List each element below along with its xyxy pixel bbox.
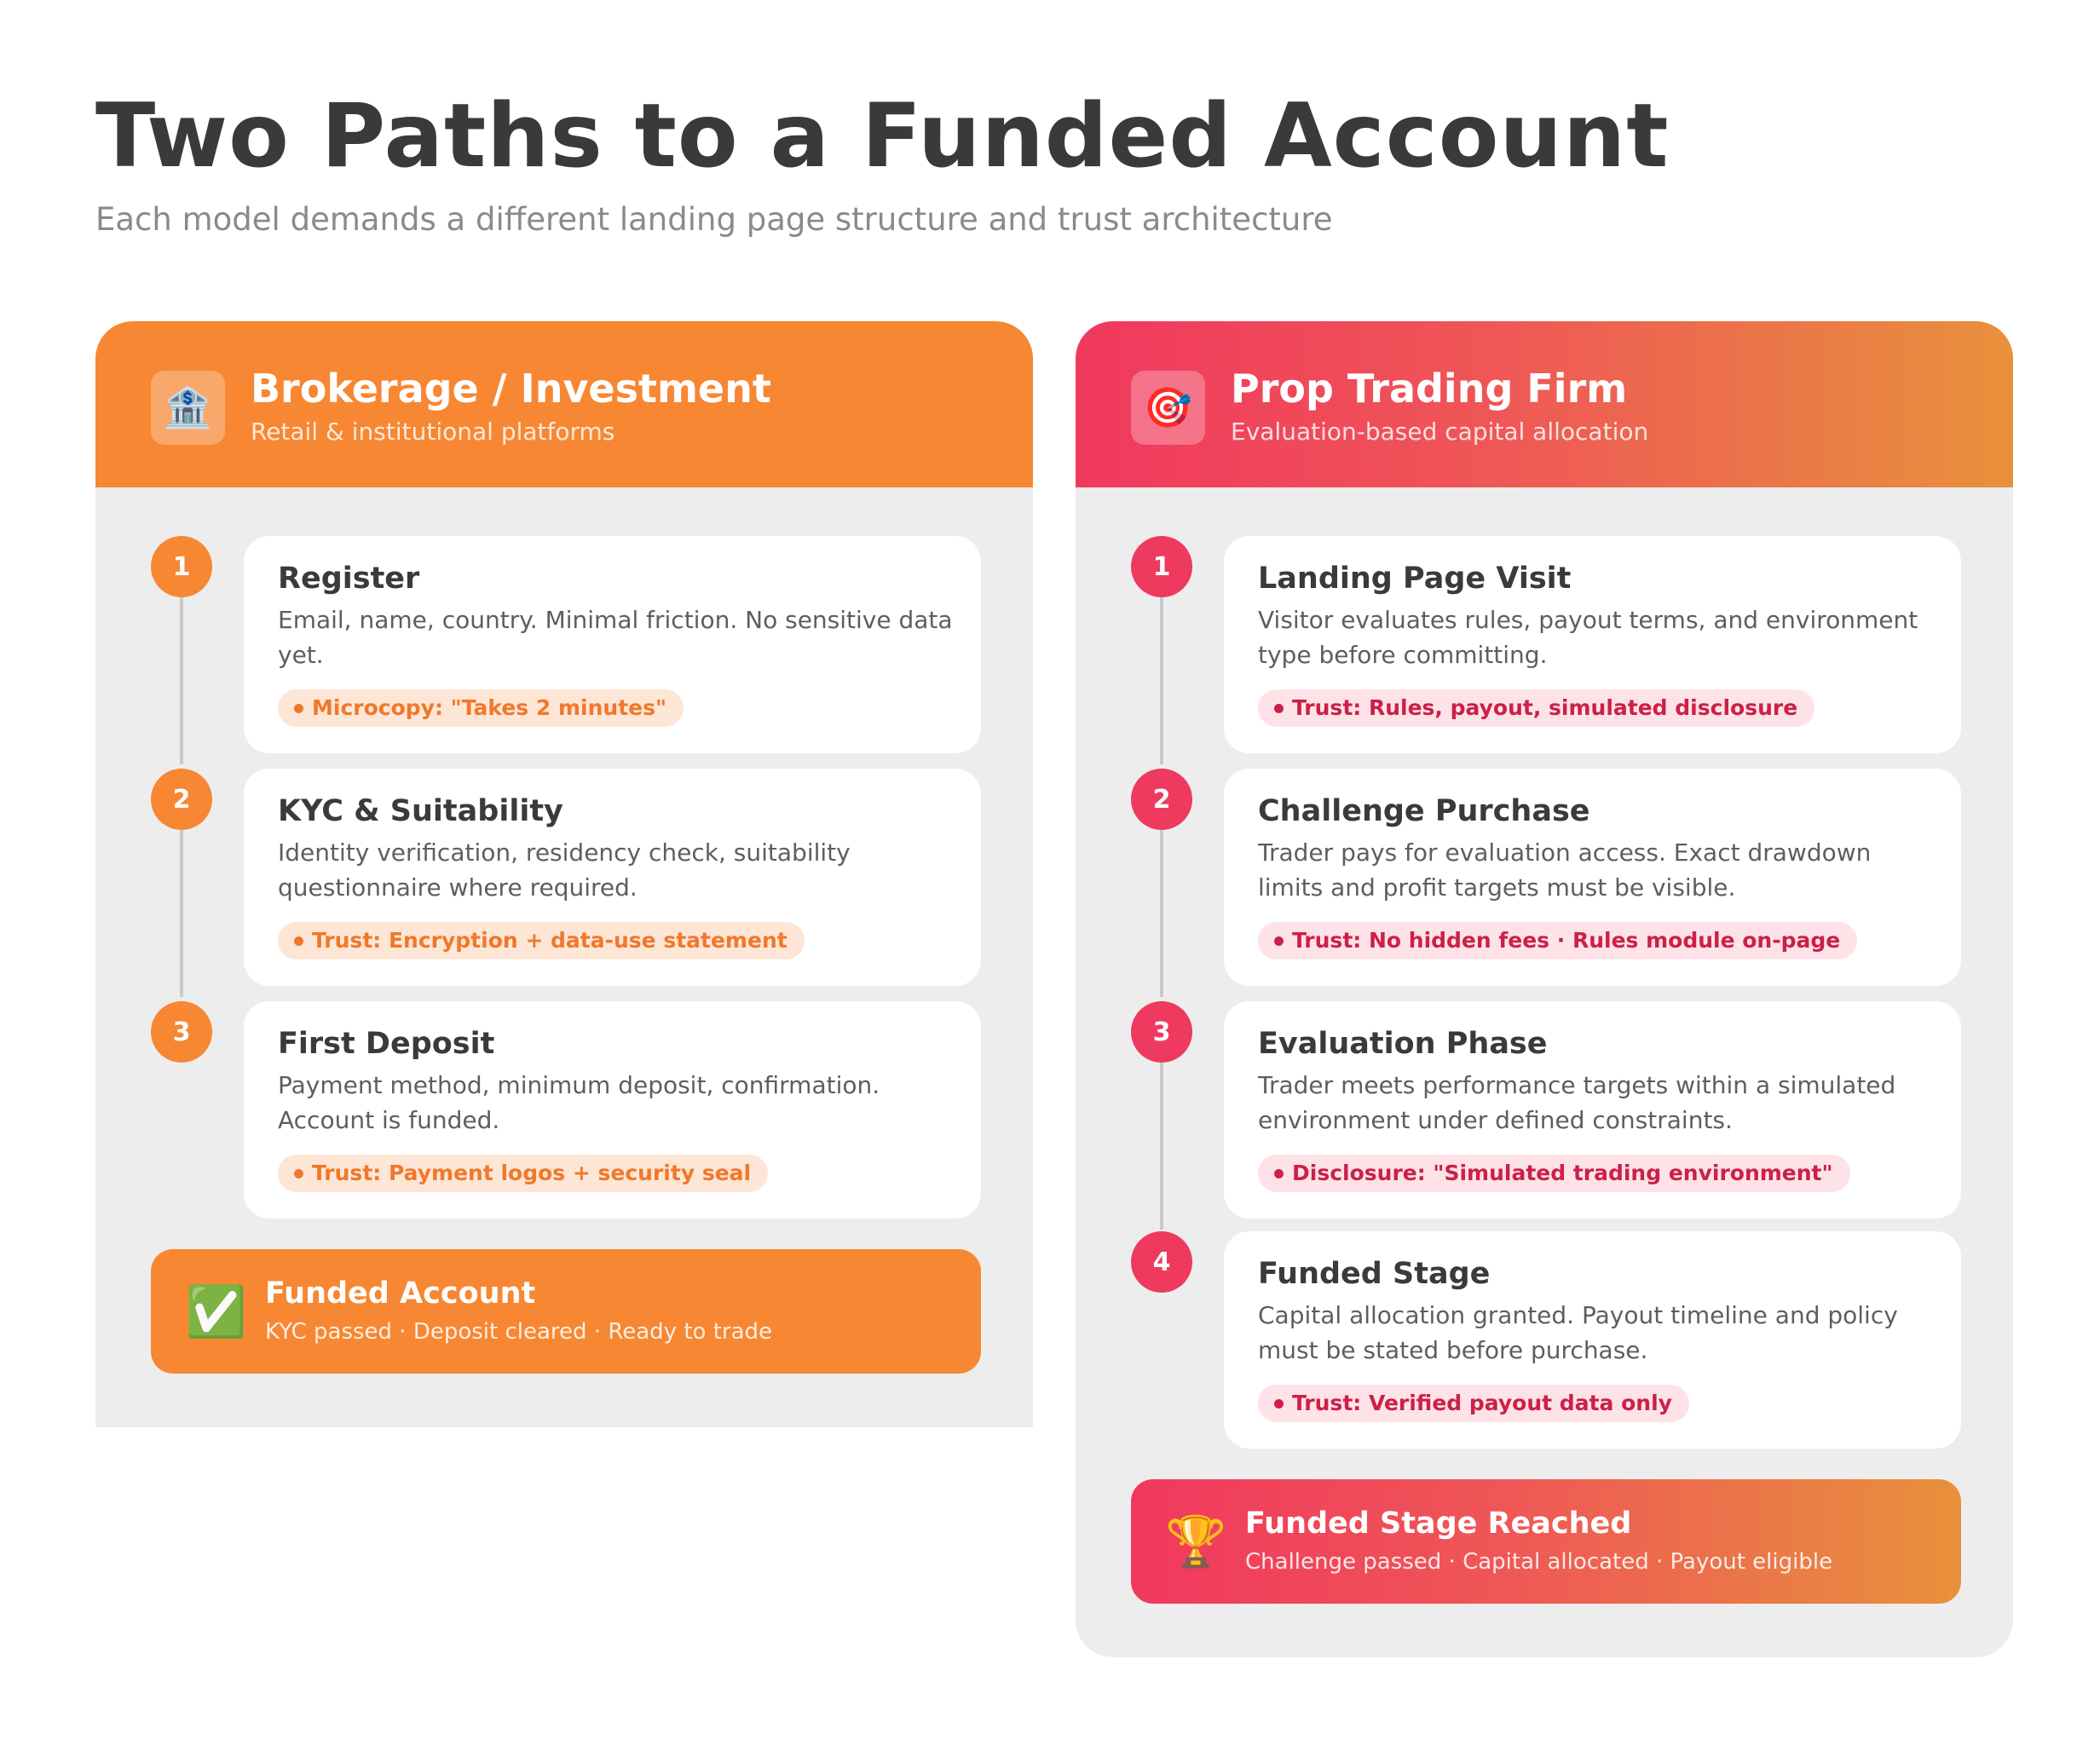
trust-tag: Disclosure: "Simulated trading environment": [1258, 1155, 1850, 1192]
step-connector: [180, 830, 183, 997]
step-title: First Deposit: [278, 1027, 495, 1061]
step-kyc: [95, 769, 1033, 986]
prop-firm-subtitle: Evaluation-based capital allocation: [1231, 418, 1649, 446]
trust-tag: Trust: Payment logos + security seal: [278, 1155, 768, 1192]
step-description: Payment method, minimum deposit, confirmation. Account is funded.: [278, 1071, 880, 1134]
brokerage-title: Brokerage / Investment: [251, 366, 771, 412]
page-subtitle: Each model demands a different landing page structure and trust architecture: [95, 201, 1333, 238]
brokerage-subtitle: Retail & institutional platforms: [251, 418, 615, 446]
step-description: Trader meets performance targets within a simulated environment under defined constraints.: [1258, 1071, 1896, 1134]
trophy-icon: 🏆: [1165, 1512, 1227, 1570]
step-card: [1224, 1231, 1961, 1449]
step-title: Evaluation Phase: [1258, 1027, 1548, 1061]
brokerage-header: [95, 321, 1033, 487]
funded-stage-result: [1131, 1479, 1961, 1604]
result-title: Funded Account: [265, 1276, 536, 1311]
step-description: Identity verification, residency check, suitability questionnaire where required.: [278, 838, 851, 902]
step-landing-page-visit: [1076, 536, 2013, 753]
step-number: 3: [1131, 1001, 1192, 1063]
prop-firm-column: [1076, 321, 2013, 1657]
prop-firm-title: Prop Trading Firm: [1231, 366, 1628, 412]
trust-tag: Trust: Encryption + data-use statement: [278, 922, 805, 959]
step-title: KYC & Suitability: [278, 794, 563, 828]
step-card: [244, 769, 981, 986]
step-title: Funded Stage: [1258, 1257, 1491, 1291]
step-number: 1: [1131, 536, 1192, 597]
result-title: Funded Stage Reached: [1245, 1507, 1632, 1541]
step-challenge-purchase: [1076, 769, 2013, 986]
page-title: Two Paths to a Funded Account: [95, 85, 1670, 187]
prop-firm-header: [1076, 321, 2013, 487]
step-connector: [180, 597, 183, 764]
check-mark-icon: ✅: [185, 1282, 247, 1340]
step-description: Capital allocation granted. Payout timeline and policy must be stated before purchase.: [1258, 1301, 1898, 1364]
step-title: Landing Page Visit: [1258, 562, 1572, 596]
target-icon: 🎯: [1131, 371, 1205, 445]
trust-tag: Trust: Rules, payout, simulated disclosure: [1258, 689, 1814, 727]
step-description: Trader pays for evaluation access. Exact drawdown limits and profit targets must be visible.: [1258, 838, 1872, 902]
step-funded-stage: [1076, 1231, 2013, 1449]
step-number: 3: [151, 1001, 212, 1063]
step-connector: [1160, 830, 1163, 997]
step-card: [1224, 1001, 1961, 1219]
brokerage-column: [95, 321, 1033, 1427]
step-card: [244, 1001, 981, 1219]
funded-account-result: [151, 1249, 981, 1374]
trust-tag: Trust: Verified payout data only: [1258, 1385, 1689, 1422]
step-description: Email, name, country. Minimal friction. No sensitive data yet.: [278, 606, 953, 669]
step-title: Challenge Purchase: [1258, 794, 1590, 828]
step-card: [1224, 769, 1961, 986]
step-card: [1224, 536, 1961, 753]
result-subtitle: Challenge passed · Capital allocated · Payout eligible: [1245, 1549, 1833, 1575]
step-description: Visitor evaluates rules, payout terms, and environment type before committing.: [1258, 606, 1918, 669]
step-title: Register: [278, 562, 420, 596]
step-number: 1: [151, 536, 212, 597]
trust-tag: Microcopy: "Takes 2 minutes": [278, 689, 684, 727]
step-number: 2: [151, 769, 212, 830]
step-card: [244, 536, 981, 753]
step-first-deposit: [95, 1001, 1033, 1219]
bank-icon: 🏦: [151, 371, 225, 445]
result-subtitle: KYC passed · Deposit cleared · Ready to trade: [265, 1319, 773, 1345]
step-number: 2: [1131, 769, 1192, 830]
step-connector: [1160, 1063, 1163, 1230]
step-connector: [1160, 597, 1163, 764]
step-register: [95, 536, 1033, 753]
trust-tag: Trust: No hidden fees · Rules module on-page: [1258, 922, 1857, 959]
step-number: 4: [1131, 1231, 1192, 1293]
step-evaluation-phase: [1076, 1001, 2013, 1219]
